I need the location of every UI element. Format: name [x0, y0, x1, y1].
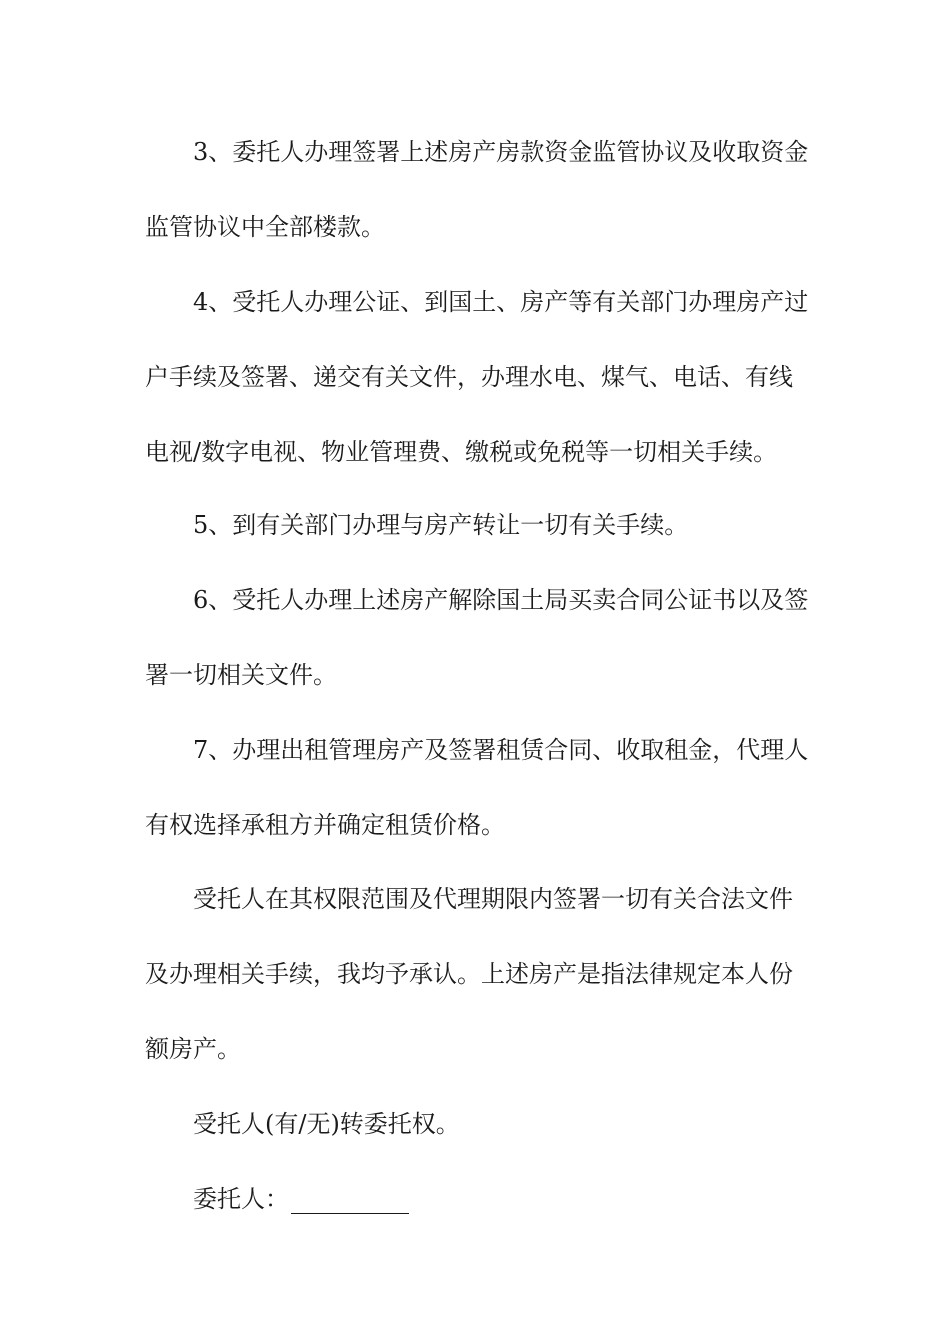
sub-delegation-line: 受托人(有/无)转委托权。 — [193, 1110, 460, 1138]
clause-7-line-1: 7、办理出租管理房产及签署租赁合同、收取租金，代理人 — [193, 736, 809, 764]
clause-4-line-3: 电视/数字电视、物业管理费、缴税或免税等一切相关手续。 — [145, 438, 778, 466]
clause-6-line-2: 署一切相关文件。 — [145, 661, 337, 689]
clause-7-line-2: 有权选择承租方并确定租赁价格。 — [145, 811, 505, 839]
signature-blank — [291, 1191, 409, 1214]
acknowledgement-line-2: 及办理相关手续，我均予承认。上述房产是指法律规定本人份 — [145, 960, 793, 988]
clause-3-line-1: 3、委托人办理签署上述房产房款资金监管协议及收取资金 — [193, 138, 809, 166]
clause-3-line-2: 监管协议中全部楼款。 — [145, 213, 385, 241]
acknowledgement-line-3: 额房产。 — [145, 1035, 241, 1063]
clause-6-line-1: 6、受托人办理上述房产解除国土局买卖合同公证书以及签 — [193, 586, 809, 614]
acknowledgement-line-1: 受托人在其权限范围及代理期限内签署一切有关合法文件 — [193, 885, 793, 913]
principal-signature-line — [193, 1184, 409, 1214]
clause-4-line-1: 4、受托人办理公证、到国土、房产等有关部门办理房产过 — [193, 288, 809, 316]
clause-5-line-1: 5、到有关部门办理与房产转让一切有关手续。 — [193, 511, 689, 539]
principal-label: 委托人： — [193, 1185, 289, 1213]
clause-4-line-2: 户手续及签署、递交有关文件，办理水电、煤气、电话、有线 — [145, 363, 793, 391]
